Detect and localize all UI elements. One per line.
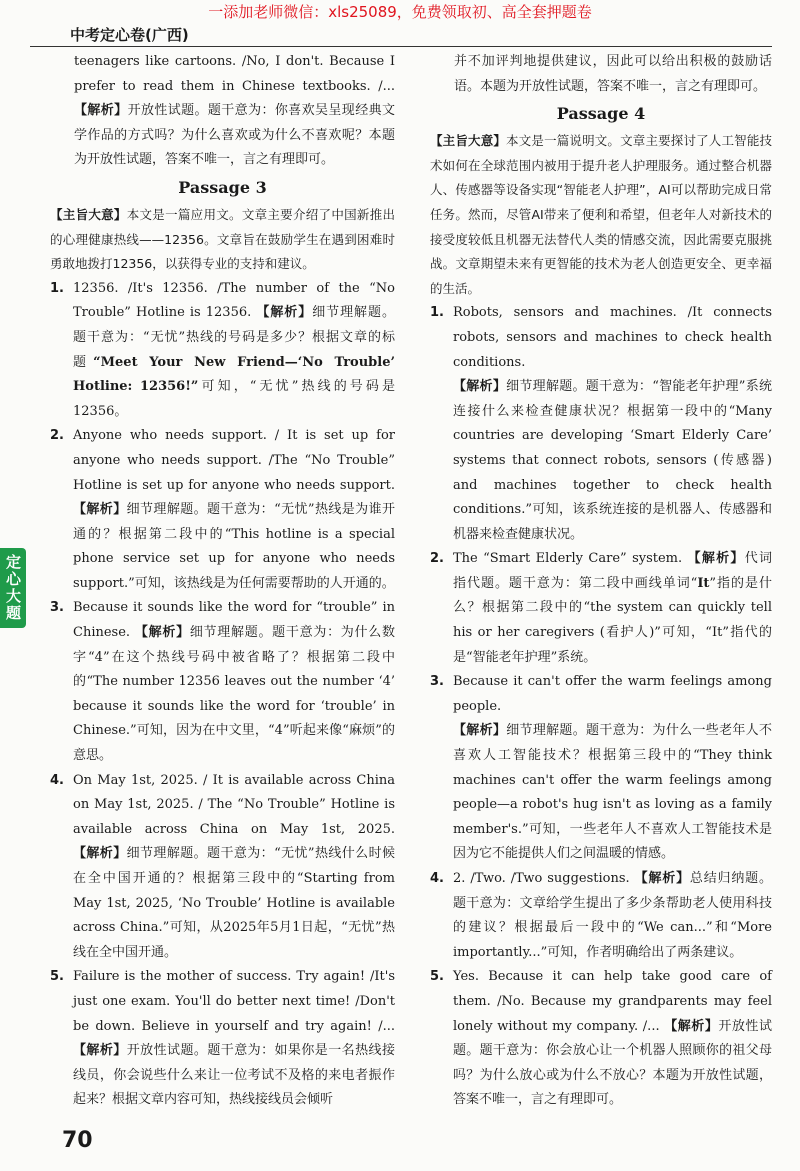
intro-line2: to read them in Chinese textbooks. /... <box>122 78 395 94</box>
summary-tag: 【主旨大意】 <box>430 133 507 149</box>
item-number: 2. <box>430 551 444 567</box>
continued-analysis: 并不加评判地提供建议，因此可以给出积极的鼓励话语。本题为开放性试题，答案不唯一，言之有理即可。 <box>454 54 772 94</box>
item-number: 3. <box>50 600 64 616</box>
analysis-tag: 【解析】 <box>687 551 745 567</box>
item-number: 5. <box>430 969 444 985</box>
passage-3-summary <box>50 203 395 277</box>
analysis-tag: 【解析】 <box>453 723 507 739</box>
promo-banner: 一添加老师微信：xls25089，免费领取初、高全套押题卷 <box>208 3 592 21</box>
item-number: 4. <box>50 772 64 788</box>
analysis-text: 细节理解题。题干意为：“无忧”热线的号码是多少？根据文章的标题 <box>73 305 395 370</box>
analysis-text: 细节理解题。题干意为：为什么一些老年人不喜欢人工智能技术？根据第三段中的“They think machines can't offer the warm feelings among people—a robot's hug isn't as loving as a family member's.”可知，一些老年人不喜欢人工智能技术是因为它不能提供人们之间温暖的情感。 <box>453 723 772 862</box>
p3-item-4 <box>50 769 395 966</box>
intro-line1: teenagers like cartoons. /No, I don't. Because I prefer <box>74 54 395 94</box>
answer-text: 12356. /It's 12356. /The number of the “No Trouble” Hotline is 12356. <box>73 280 395 321</box>
p3-item-5 <box>50 965 395 1113</box>
p4-item-3 <box>430 670 772 867</box>
analysis-text: 开放性试题。题干意为：你会放心让一个机器人照顾你的祖父母吗？为什么放心或为什么不放心？本题为开放性试题，答案不唯一，言之有理即可。 <box>453 1018 772 1108</box>
item-number: 1. <box>50 280 64 296</box>
answer-text: 2. /Two. /Two suggestions. <box>453 871 635 886</box>
p4-item-1 <box>430 301 772 547</box>
analysis-text: 细节理解题。题干意为：“无忧”热线是为谁开通的？根据第二段中的“This hotline is a special phone service set up for anyone who needs support.”可知，该热线是为任何需要帮助的人开通的。 <box>73 502 395 591</box>
p4-item-5 <box>430 965 772 1113</box>
p3-item-3 <box>50 596 395 768</box>
bold-quote: “Meet Your New Friend—‘No Trouble’ Hotline: 12356!” <box>73 354 395 395</box>
analysis-tag: 【解析】 <box>73 502 127 518</box>
right-column <box>430 50 772 1113</box>
p3-item-1 <box>50 277 395 425</box>
analysis-tag: 【解析】 <box>256 305 313 321</box>
item-number: 2. <box>50 428 64 444</box>
analysis-tag: 【解析】 <box>134 625 190 641</box>
analysis-text: 代词指代题。题干意为：第二段中画线单词“ <box>453 551 772 591</box>
answer-text: Yes. Because it can help take good care of them. /No. Because my grandparents may feel lonely without my company. /... <box>453 969 772 1034</box>
p3-item-2 <box>50 424 395 596</box>
passage-4-title: Passage 4 <box>556 104 646 124</box>
item-number: 5. <box>50 969 64 985</box>
summary-text: 本文是一篇应用文。文章主要介绍了中国新推出的心理健康热线——12356。文章旨在鼓励学生在遇到困难时勇敢地拨打12356，以获得专业的支持和建议。 <box>50 206 395 272</box>
analysis-tag: 【解析】 <box>74 103 128 119</box>
item-number: 1. <box>430 305 444 321</box>
p4-item-2 <box>430 547 772 670</box>
answer-text: Robots, sensors and machines. /It connects robots, sensors and machines to check health conditions. <box>453 305 772 370</box>
intro-analysis: 开放性试题。题干意为：你喜欢吴呈现经典文学作品的方式吗？为什么喜欢或为什么不喜欢呢？本题为开放性试题，答案不唯一，言之有理即可。 <box>74 103 395 168</box>
answer-text: Because it sounds like the word for “trouble” in Chinese. <box>73 600 395 641</box>
analysis-tag: 【解析】 <box>634 871 690 886</box>
side-tab: 定心大题 <box>0 548 26 628</box>
analysis-text-end: 可知，“无忧”热线的号码是12356。 <box>73 379 396 419</box>
answer-text: The “Smart Elderly Care” system. <box>453 551 688 567</box>
answer-text: On May 1st, 2025. / It is available across China on May 1st, 2025. / The “No Trouble” Hotline is available across China on May 1st, 2025. <box>73 772 395 837</box>
page-number: 70 <box>62 1128 93 1153</box>
analysis-tag: 【解析】 <box>664 1018 719 1034</box>
summary-tag: 【主旨大意】 <box>50 206 127 222</box>
analysis-text: 开放性试题。题干意为：如果你是一名热线接线员，你会说些什么来让一位考试不及格的来电者振作起来？根据文章内容可知，热线接线员会倾听 <box>73 1043 395 1108</box>
header-rule <box>30 46 772 47</box>
summary-text: 本文是一篇说明文。文章主要探讨了人工智能技术如何在全球范围内被用于提升老人护理服务。通过整合机器人、传感器等设备实现“智能老人护理”，AI可以帮助完成日常任务。然而，尽管AI带来了便利和希望，但老年人对新技术的接受度较低且机器无法替代人类的情感交流，因此需要克服挑战。文章期望未来有更智能的技术为老人创造更安全、更幸福的生活。 <box>430 133 772 296</box>
p4-item-4 <box>430 867 772 965</box>
intro-paragraph <box>50 50 395 173</box>
analysis-text: 总结归纳题。题干意为：文章给学生提出了多少条帮助老人使用科技的建议？根据最后一段中的“We can...”和“More importantly...”可知，作者明确给出了两条建议。 <box>453 871 772 960</box>
answer-text: Because it can't offer the warm feelings among people. <box>453 674 772 714</box>
analysis-tag: 【解析】 <box>453 379 507 395</box>
analysis-text: 细节理解题。题干意为：“智能老年护理”系统连接什么来检查健康状况？根据第一段中的“Many countries are developing ‘Smart Elderly Care’ systems that connect robots, sensors (传感器) and machines together to check health conditions.”可知，该系统连接的是机器人、传感器和机器来检查健康状况。 <box>453 379 772 542</box>
answer-text: Failure is the mother of success. Try again! /It's just one exam. You'll do better next time! /Don't be down. Believe in yourself and try again! /... <box>73 969 395 1034</box>
passage-3-title: Passage 3 <box>178 177 267 197</box>
analysis-tag: 【解析】 <box>73 846 127 862</box>
analysis-text: 细节理解题。题干意为：为什么数字“4”在这个热线号码中被省略了？根据第二段中的“The number 12356 leaves out the number ‘4’ because it sounds like the word for ‘trouble’ in Chinese.”可知，因为在中文里，“4”听起来像“麻烦”的意思。 <box>73 625 395 764</box>
analysis-tag: 【解析】 <box>73 1043 127 1059</box>
analysis-text-end: ”指的是什么？根据第二段中的“the system can quickly tell his or her caregivers (看护人)”可知，“It”指代的是“智能老年护理”系统。 <box>453 575 772 665</box>
passage-4-summary <box>430 129 772 301</box>
header-title: 中考定心卷(广西) <box>70 26 189 44</box>
answer-text: Anyone who needs support. / It is set up for anyone who needs support. /The “No Trouble” Hotline is set up for anyone who needs support. <box>73 428 395 493</box>
item-number: 3. <box>430 674 444 690</box>
item-number: 4. <box>430 871 444 886</box>
bold-word: It <box>697 575 710 591</box>
left-column <box>50 50 395 1113</box>
analysis-text: 细节理解题。题干意为：“无忧”热线什么时候在全中国开通的？根据第三段中的“Starting from May 1st, 2025, ‘No Trouble’ Hotline is available across China.”可知，从2025年5月1日起，“无忧”热线在全中国开通。 <box>73 846 395 960</box>
